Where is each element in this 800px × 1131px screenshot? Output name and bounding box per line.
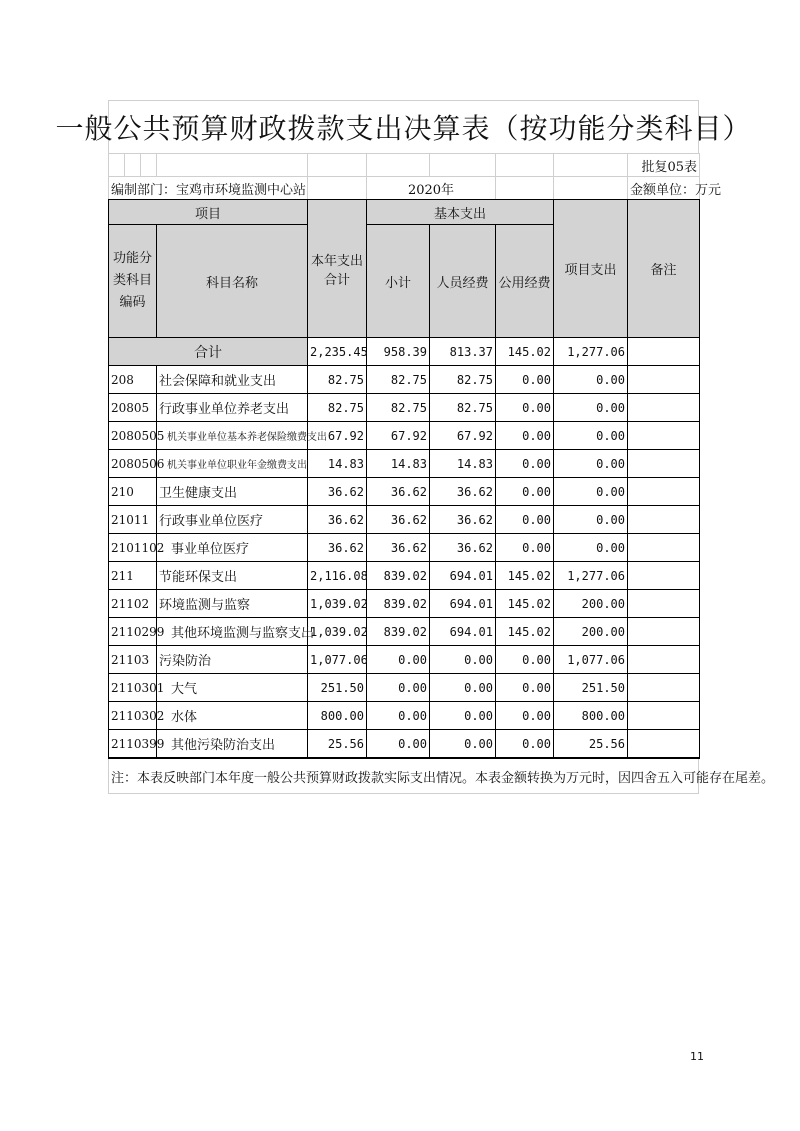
footnote: 注：本表反映部门本年度一般公共预算财政拨款实际支出情况。本表金额转换为万元时，因四舍五入可能存在尾差。 (108, 759, 699, 794)
total-project: 1,277.06 (554, 338, 628, 366)
row-remark (628, 506, 700, 534)
row-total: 36.62 (308, 534, 367, 562)
row-total: 36.62 (308, 506, 367, 534)
row-subtotal: 0.00 (367, 702, 430, 730)
row-total: 1,077.06 (308, 646, 367, 674)
row-project: 0.00 (554, 506, 628, 534)
row-remark (628, 422, 700, 450)
row-total: 67.92 (308, 422, 367, 450)
row-subtotal: 36.62 (367, 506, 430, 534)
row-project: 0.00 (554, 534, 628, 562)
row-code: 211 (109, 562, 157, 590)
total-row (109, 338, 700, 366)
row-code: 2110301 (109, 674, 157, 702)
table-row (109, 702, 700, 730)
table-row (109, 562, 700, 590)
budget-table (108, 153, 722, 759)
page-number: 11 (690, 1050, 704, 1063)
row-total: 14.83 (308, 450, 367, 478)
row-personnel: 0.00 (430, 702, 496, 730)
row-remark (628, 618, 700, 646)
row-name: 卫生健康支出 (157, 478, 308, 506)
row-personnel: 82.75 (430, 394, 496, 422)
unit-label: 金额单位：万元 (628, 177, 700, 200)
row-name: 机关事业单位基本养老保险缴费支出 (157, 422, 308, 450)
header-project: 项目 (109, 200, 308, 225)
row-remark (628, 450, 700, 478)
form-number-row (109, 154, 700, 177)
row-personnel: 36.62 (430, 506, 496, 534)
header-remark: 备注 (628, 200, 700, 338)
row-public: 0.00 (496, 506, 554, 534)
row-personnel: 36.62 (430, 478, 496, 506)
row-code: 21103 (109, 646, 157, 674)
row-subtotal: 82.75 (367, 366, 430, 394)
table-row (109, 534, 700, 562)
table-row (109, 590, 700, 618)
row-public: 145.02 (496, 562, 554, 590)
row-personnel: 0.00 (430, 646, 496, 674)
table-row (109, 450, 700, 478)
header-subtotal: 小计 (367, 225, 430, 338)
row-remark (628, 590, 700, 618)
row-project: 1,077.06 (554, 646, 628, 674)
row-personnel: 694.01 (430, 590, 496, 618)
header-name: 科目名称 (157, 225, 308, 338)
total-personnel: 813.37 (430, 338, 496, 366)
row-personnel: 0.00 (430, 730, 496, 759)
row-personnel: 14.83 (430, 450, 496, 478)
table-row (109, 730, 700, 759)
row-project: 0.00 (554, 394, 628, 422)
row-code: 208 (109, 366, 157, 394)
table-row (109, 478, 700, 506)
row-project: 0.00 (554, 450, 628, 478)
row-public: 145.02 (496, 590, 554, 618)
header-basic: 基本支出 (367, 200, 554, 225)
row-code: 2080506 (109, 450, 157, 478)
row-public: 0.00 (496, 366, 554, 394)
total-label: 合计 (109, 338, 308, 366)
row-subtotal: 82.75 (367, 394, 430, 422)
total-remark (628, 338, 700, 366)
row-total: 82.75 (308, 394, 367, 422)
row-project: 0.00 (554, 366, 628, 394)
row-code: 2101102 (109, 534, 157, 562)
row-code: 2110299 (109, 618, 157, 646)
row-personnel: 694.01 (430, 562, 496, 590)
header-personnel: 人员经费 (430, 225, 496, 338)
row-code: 210 (109, 478, 157, 506)
budget-sheet (55, 100, 775, 794)
row-total: 251.50 (308, 674, 367, 702)
row-total: 36.62 (308, 478, 367, 506)
row-subtotal: 14.83 (367, 450, 430, 478)
row-name: 污染防治 (157, 646, 308, 674)
row-subtotal: 839.02 (367, 618, 430, 646)
row-subtotal: 67.92 (367, 422, 430, 450)
header-public: 公用经费 (496, 225, 554, 338)
row-remark (628, 646, 700, 674)
row-name: 水体 (157, 702, 308, 730)
row-remark (628, 674, 700, 702)
form-number: 批复05表 (628, 154, 700, 177)
row-name: 行政事业单位养老支出 (157, 394, 308, 422)
row-public: 145.02 (496, 618, 554, 646)
row-code: 21011 (109, 506, 157, 534)
row-public: 0.00 (496, 478, 554, 506)
total-public: 145.02 (496, 338, 554, 366)
row-remark (628, 394, 700, 422)
table-row (109, 618, 700, 646)
meta-row (109, 177, 700, 200)
header-total: 本年支出合计 (308, 200, 367, 338)
row-name: 节能环保支出 (157, 562, 308, 590)
row-public: 0.00 (496, 674, 554, 702)
row-code: 2080505 (109, 422, 157, 450)
total-amount: 2,235.45 (308, 338, 367, 366)
row-code: 20805 (109, 394, 157, 422)
total-subtotal: 958.39 (367, 338, 430, 366)
row-subtotal: 839.02 (367, 590, 430, 618)
row-subtotal: 0.00 (367, 674, 430, 702)
row-public: 0.00 (496, 730, 554, 759)
table-row (109, 674, 700, 702)
row-name: 环境监测与监察 (157, 590, 308, 618)
row-remark (628, 730, 700, 759)
table-row (109, 506, 700, 534)
row-public: 0.00 (496, 394, 554, 422)
row-public: 0.00 (496, 534, 554, 562)
row-code: 2110399 (109, 730, 157, 759)
page-title: 一般公共预算财政拨款支出决算表（按功能分类科目） (108, 100, 699, 153)
row-subtotal: 839.02 (367, 562, 430, 590)
table-row (109, 422, 700, 450)
row-public: 0.00 (496, 702, 554, 730)
row-project: 0.00 (554, 422, 628, 450)
row-project: 25.56 (554, 730, 628, 759)
row-public: 0.00 (496, 646, 554, 674)
row-name: 其他环境监测与监察支出 (157, 618, 308, 646)
row-project: 200.00 (554, 590, 628, 618)
row-subtotal: 0.00 (367, 730, 430, 759)
row-code: 2110302 (109, 702, 157, 730)
row-total: 1,039.02 (308, 618, 367, 646)
row-personnel: 36.62 (430, 534, 496, 562)
row-remark (628, 366, 700, 394)
row-total: 2,116.08 (308, 562, 367, 590)
row-code: 21102 (109, 590, 157, 618)
row-name: 其他污染防治支出 (157, 730, 308, 759)
row-remark (628, 534, 700, 562)
row-name: 机关事业单位职业年金缴费支出 (157, 450, 308, 478)
header-code: 功能分类科目编码 (109, 225, 157, 338)
row-personnel: 694.01 (430, 618, 496, 646)
table-row (109, 646, 700, 674)
row-personnel: 67.92 (430, 422, 496, 450)
row-name: 行政事业单位医疗 (157, 506, 308, 534)
row-project: 1,277.06 (554, 562, 628, 590)
row-public: 0.00 (496, 422, 554, 450)
row-name: 大气 (157, 674, 308, 702)
row-remark (628, 562, 700, 590)
row-name: 社会保障和就业支出 (157, 366, 308, 394)
table-row (109, 366, 700, 394)
row-project: 800.00 (554, 702, 628, 730)
year-label: 2020年 (367, 177, 496, 200)
row-remark (628, 702, 700, 730)
row-remark (628, 478, 700, 506)
row-total: 82.75 (308, 366, 367, 394)
row-total: 800.00 (308, 702, 367, 730)
row-personnel: 82.75 (430, 366, 496, 394)
row-public: 0.00 (496, 450, 554, 478)
header-project-exp: 项目支出 (554, 200, 628, 338)
table-row (109, 394, 700, 422)
row-project: 0.00 (554, 478, 628, 506)
row-subtotal: 36.62 (367, 478, 430, 506)
row-subtotal: 0.00 (367, 646, 430, 674)
row-project: 251.50 (554, 674, 628, 702)
row-total: 1,039.02 (308, 590, 367, 618)
row-personnel: 0.00 (430, 674, 496, 702)
row-project: 200.00 (554, 618, 628, 646)
row-name: 事业单位医疗 (157, 534, 308, 562)
row-total: 25.56 (308, 730, 367, 759)
dept-label: 编制部门：宝鸡市环境监测中心站 (109, 177, 308, 200)
row-subtotal: 36.62 (367, 534, 430, 562)
